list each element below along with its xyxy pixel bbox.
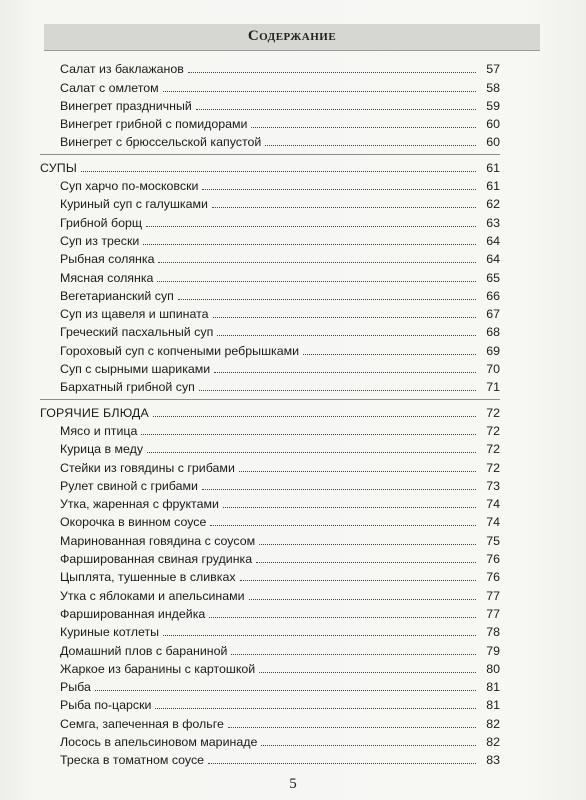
toc-entry [40,733,500,751]
entry-page-number: 63 [486,215,500,230]
entry-page-number: 77 [486,588,500,603]
dot-leader [240,580,476,581]
toc-entry [40,531,500,549]
toc-entry [40,513,500,531]
dot-leader [217,335,476,336]
entry-title: Винегрет грибной с помидорами [60,117,248,132]
dot-leader [95,690,476,691]
entry-page-number: 72 [486,423,500,438]
toc-section-heading [40,403,500,421]
entry-title: Суп харчо по-московски [60,179,199,194]
dot-leader [213,317,476,318]
entry-title: Винегрет праздничный [60,98,192,113]
entry-title: Бархатный грибной суп [60,380,195,395]
dot-leader [259,544,476,545]
entry-page-number: 79 [486,643,500,658]
toc-entry [40,287,500,305]
entry-title: Утка, жаренная с фруктами [60,497,219,512]
toc-entry [40,60,500,78]
toc-entry [40,78,500,96]
entry-title: Фаршированная свиная грудинка [60,552,253,567]
entry-page-number: 76 [486,570,500,585]
toc-entry [40,440,500,458]
entry-page-number: 67 [486,307,500,322]
entry-page-number: 59 [486,98,500,113]
toc-entry [40,360,500,378]
dot-leader [202,489,476,490]
dot-leader [163,635,476,636]
page-number: 5 [289,776,297,792]
entry-title: Вегетарианский суп [60,288,174,303]
entry-page-number: 72 [486,460,500,475]
entry-title: Лосось в апельсиновом маринаде [60,734,258,749]
entry-page-number: 58 [486,80,500,95]
entry-title: Домашний плов с бараниной [60,643,228,658]
entry-title: Рыба [60,680,91,695]
entry-page-number: 83 [486,753,500,768]
toc-entry [40,115,500,133]
entry-title: Салат с омлетом [60,80,159,95]
entry-page-number: 65 [486,270,500,285]
section-title: ГОРЯЧИЕ БЛЮДА [40,405,149,420]
dot-leader [239,471,476,472]
section-divider [40,399,500,400]
entry-title: Рулет свиной с грибами [60,478,198,493]
entry-page-number: 72 [486,442,500,457]
entry-title: Куриный суп с галушками [60,197,208,212]
dot-leader [256,562,476,563]
dot-leader [196,109,476,110]
toc-entry [40,250,500,268]
dot-leader [261,745,476,746]
dot-leader [231,654,476,655]
entry-page-number: 70 [486,362,500,377]
toc-section-heading [40,158,500,176]
dot-leader [212,207,476,208]
entry-title: Греческий пасхальный суп [60,325,214,340]
dot-leader [209,617,476,618]
entry-title: Курица в меду [60,442,144,457]
dot-leader [251,127,476,128]
entry-title: Треска в томатном соусе [60,753,205,768]
dot-leader [188,72,476,73]
entry-page-number: 81 [486,698,500,713]
dot-leader [249,599,476,600]
toc-entry [40,305,500,323]
dot-leader [214,372,476,373]
entry-title: Суп из щавеля и шпината [60,307,209,322]
entry-page-number: 61 [486,160,500,175]
toc-entry [40,341,500,359]
entry-page-number: 60 [486,117,500,132]
entry-page-number: 74 [486,497,500,512]
entry-title: Стейки из говядины с грибами [60,460,235,475]
entry-title: Рыбная солянка [60,252,155,267]
entry-title: Салат из баклажанов [60,62,184,77]
dot-leader [303,354,476,355]
dot-leader [259,672,476,673]
entry-page-number: 77 [486,606,500,621]
toc-entry [40,660,500,678]
entry-title: Утка с яблоками и апельсинами [60,588,245,603]
entry-title: Цыплята, тушенные в сливках [60,570,236,585]
dot-leader [208,763,476,764]
dot-leader [223,507,476,508]
entry-page-number: 62 [486,197,500,212]
header-title: Содержание [247,28,337,44]
dot-leader [178,299,476,300]
entry-title: Семга, запеченная в фольге [60,716,224,731]
toc-entry [40,696,500,714]
entry-title: Суп из трески [60,233,140,248]
entry-page-number: 60 [486,135,500,150]
toc-entry [40,678,500,696]
entry-page-number: 61 [486,179,500,194]
entry-title: Жаркое из баранины с картошкой [60,661,256,676]
entry-page-number: 74 [486,515,500,530]
toc-entry [40,378,500,396]
toc-entry [40,477,500,495]
dot-leader [81,171,476,172]
entry-page-number: 69 [486,343,500,358]
entry-page-number: 78 [486,625,500,640]
entry-title: Суп с сырными шариками [60,362,211,377]
entry-title: Гороховый суп с копчеными ребрышками [60,343,300,358]
entry-page-number: 72 [486,405,500,420]
toc-entry [40,751,500,769]
dot-leader [155,708,476,709]
dot-leader [265,145,476,146]
dot-leader [228,727,476,728]
entry-title: Грибной борщ [60,215,143,230]
entry-page-number: 68 [486,325,500,340]
toc-entry [40,568,500,586]
entry-title: Маринованная говядина с соусом [60,533,256,548]
entry-page-number: 66 [486,288,500,303]
entry-page-number: 76 [486,552,500,567]
entry-page-number: 64 [486,233,500,248]
dot-leader [163,91,476,92]
toc-entry [40,133,500,151]
entry-page-number: 80 [486,661,500,676]
entry-page-number: 82 [486,716,500,731]
toc-entry [40,213,500,231]
toc-entry [40,641,500,659]
entry-page-number: 64 [486,252,500,267]
toc-entry [40,550,500,568]
entry-page-number: 75 [486,533,500,548]
dot-leader [202,189,476,190]
dot-leader [199,390,476,391]
toc-entry [40,323,500,341]
toc-entry [40,714,500,732]
dot-leader [146,226,476,227]
dot-leader [143,244,476,245]
toc-entry [40,268,500,286]
entry-title: Куриные котлеты [60,625,160,640]
entry-title: Фаршированная индейка [60,606,206,621]
dot-leader [147,452,476,453]
toc-entry [40,195,500,213]
section-title: СУПЫ [40,160,78,175]
toc-entry [40,495,500,513]
entry-page-number: 71 [486,380,500,395]
entry-page-number: 57 [486,62,500,77]
toc-entry [40,605,500,623]
entry-title: Винегрет с брюссельской капустой [60,135,262,150]
toc-entry [40,177,500,195]
entry-page-number: 73 [486,478,500,493]
toc-entry [40,586,500,604]
toc-entry [40,422,500,440]
dot-leader [210,525,476,526]
entry-title: Мясо и птица [60,423,138,438]
toc-entry [40,232,500,250]
entry-title: Мясная солянка [60,270,154,285]
entry-page-number: 81 [486,680,500,695]
dot-leader [157,281,476,282]
toc-entry [40,97,500,115]
running-header [44,24,540,51]
toc-entry [40,458,500,476]
dot-leader [141,434,476,435]
table-of-contents [40,60,500,769]
toc-entry [40,623,500,641]
entry-title: Окорочка в винном соусе [60,515,207,530]
entry-page-number: 82 [486,734,500,749]
section-divider [40,154,500,155]
dot-leader [153,416,476,417]
entry-title: Рыба по-царски [60,698,152,713]
dot-leader [158,262,476,263]
